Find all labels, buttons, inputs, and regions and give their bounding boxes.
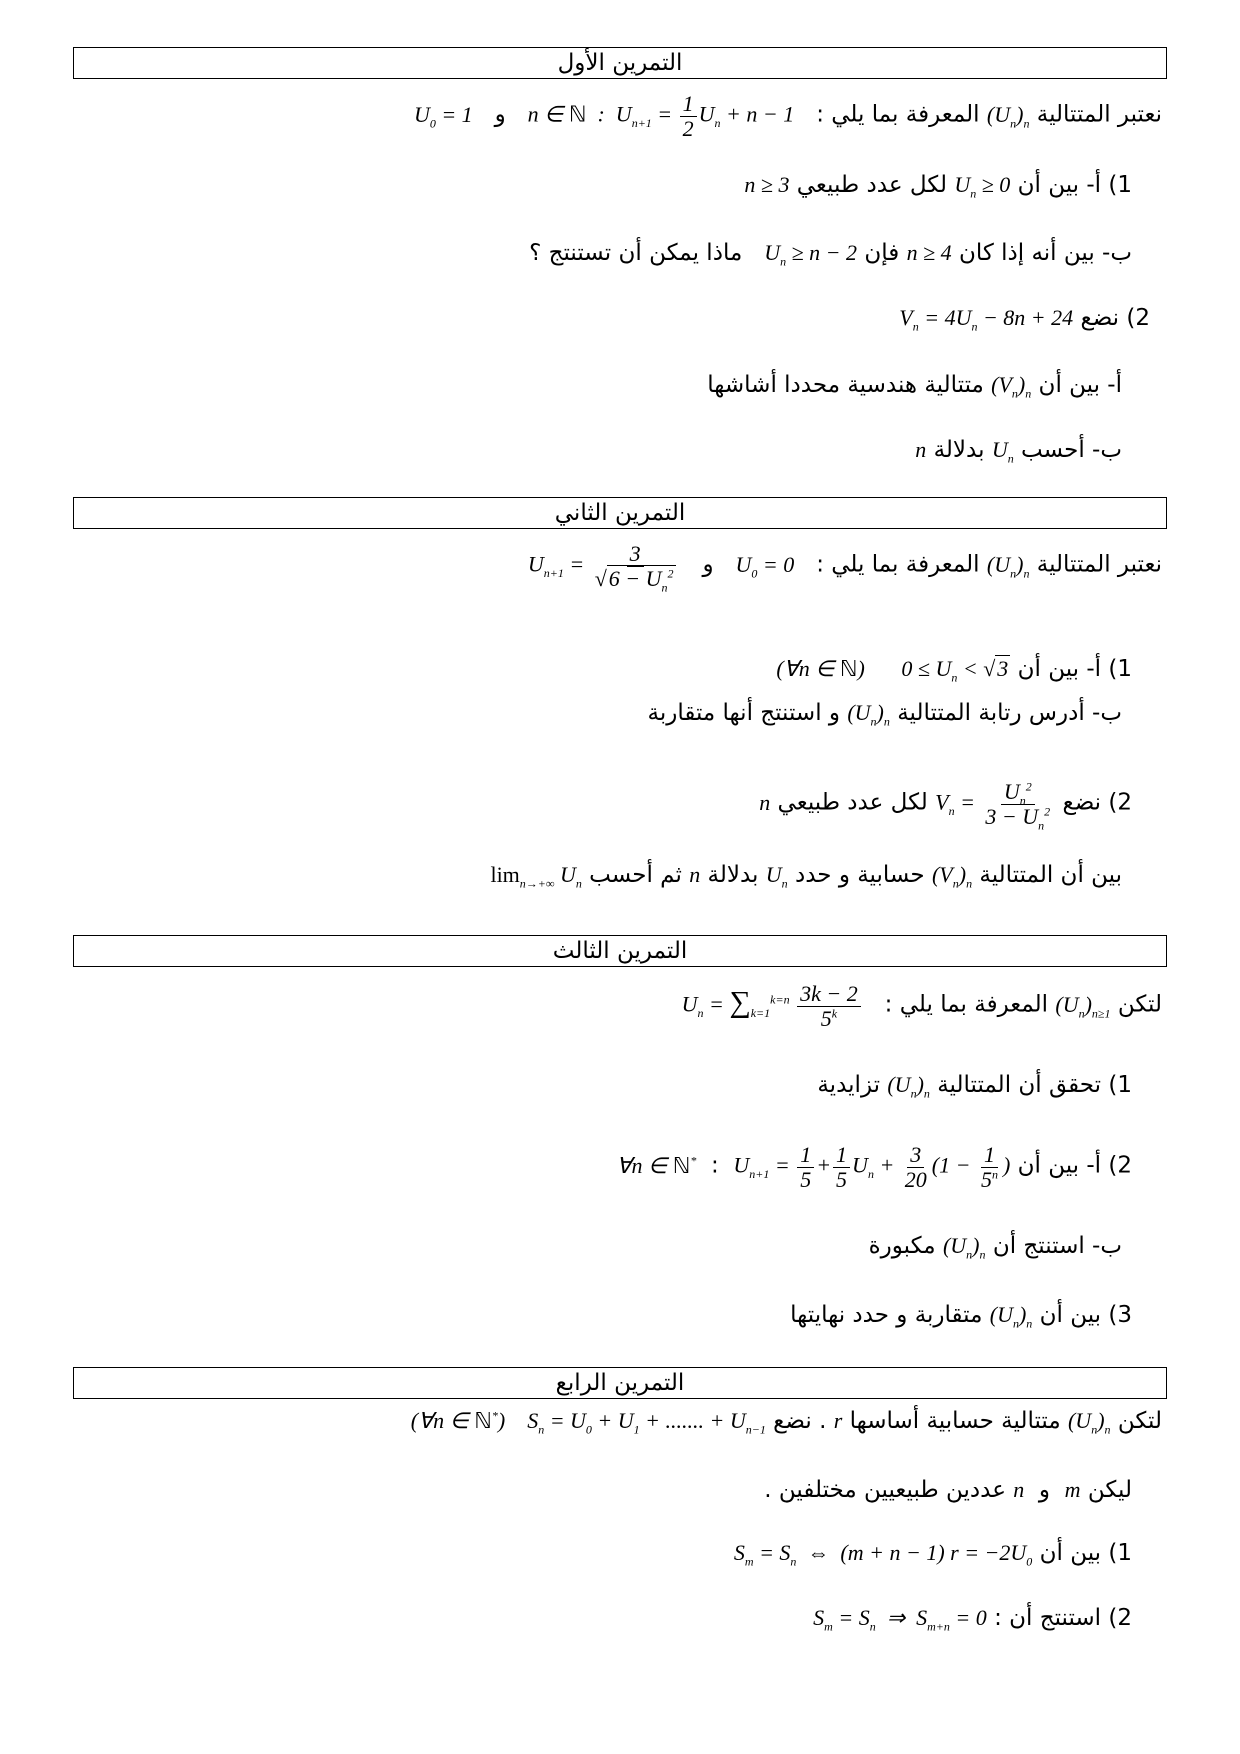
initial-term: $U_0 = 1$ — [413, 101, 473, 131]
exercise-2-title: التمرين الثاني — [73, 497, 1167, 529]
exercise-3-title: التمرين الثالث — [73, 935, 1167, 967]
sum-formula: $U_n = \sum_{k=1}^{k=n}$ $\frac{3k - 2}{5^k}$ — [682, 982, 863, 1031]
ex1-q2b: ب- أحسب $U_n$ بدلالة n — [915, 437, 1122, 466]
ex2-q2b: بين أن المتتالية $(V_n)_n$ حسابية و حدد $U_n$ بدلالة n ثم أحسب $\lim_{n\to+\infty} U_n$ — [490, 862, 1122, 891]
exercise-1-title: التمرين الأول — [73, 47, 1167, 79]
ex4-q1: 1) بين أن $S_m = S_n$ ⇔ (m + n − 1) $r = -2U_0$ — [733, 1540, 1132, 1569]
ex1-q1a: 1) أ- بين أن $U_n \ge 0$ لكل عدد طبيعي n ≥ 3 — [744, 172, 1132, 201]
ex4-q2: 2) استنتج أن : $S_m = S_n$ ⇒ $S_{m+n} = 0$ — [813, 1605, 1132, 1634]
ex2-q2: 2) نضع $V_n$ = $\frac{U_n^2}{3 - U_n^2}$ لكل عدد طبيعي n — [759, 779, 1132, 833]
ex3-intro: لتكن $(U_n)_{n\ge 1}$ المعرفة بما يلي : $U_n = \sum_{k=1}^{k=n}$ $\frac{3k - 2}{5^k}$ — [681, 981, 1162, 1032]
sequence-Un: $(U_n)_n$ — [986, 101, 1030, 131]
ex1-q1b: ب- بين أنه إذا كان n ≥ 4 فإن $U_n \ge n - 2$ ماذا يمكن أن تستنتج ؟ — [529, 240, 1132, 269]
recurrence-formula: n ∈ ℕ : $U_{n+1}$ = $\frac{1}{2}$ $U_n + n - 1$ — [527, 91, 795, 142]
ex3-q2b: ب- استنتج أن $(U_n)_n$ مكبورة — [868, 1233, 1122, 1262]
ex3-q2: 2) أ- بين أن $U_{n+1}$ = $\frac{1}{5}$ + $\frac{1}{5}$ $U_n$ + $\frac{3}{20}$ (1 − $\frac{1}{5^n}$ ) : ∀n ∈ ℕ* — [616, 1142, 1132, 1193]
recurrence-formula-2: $U_{n+1}$ = $\frac{3}{√6 - U_n^2}$ — [527, 541, 674, 595]
ex3-q3: 3) بين أن $(U_n)_n$ متقاربة و حدد نهايتها — [790, 1302, 1132, 1331]
ex4-intro: لتكن $(U_n)_n$ متتالية حسابية أساسها r . نضع $S_n = U_0 + U_1$ + ....... + $U_{n-1}$ (∀n ∈ ℕ*) — [410, 1408, 1162, 1437]
ex2-q1a: 1) أ- بين أن $0 \le U_n < √3$ (∀n ∈ ℕ) — [776, 656, 1132, 685]
ex3-q1: 1) تحقق أن المتتالية $(U_n)_n$ تزايدية — [817, 1072, 1132, 1101]
ex4-line2: ليكن m و n عددين طبيعيين مختلفين . — [764, 1477, 1132, 1503]
ex1-intro: نعتبر المتتالية $(U_n)_n$ المعرفة بما يلي : n ∈ ℕ : $U_{n+1}$ = $\frac{1}{2}$ $U_n + n - 1$ و $U_0 = 1$ — [413, 91, 1162, 142]
ex2-q1b: ب- أدرس رتابة المتتالية $(U_n)_n$ و استنتج أنها متقاربة — [647, 700, 1122, 729]
exercise-4-title: التمرين الرابع — [73, 1367, 1167, 1399]
ex1-intro-text: نعتبر المتتالية — [1036, 101, 1162, 128]
ex1-q2: 2) نضع $V_n = 4U_n - 8n + 24$ — [899, 305, 1150, 334]
ex2-intro: نعتبر المتتالية $(U_n)_n$ المعرفة بما يلي : $U_0 = 0$ و $U_{n+1}$ = $\frac{3}{√6 - U_n^2}$ — [527, 541, 1162, 595]
ex1-q2a: أ- بين أن $(V_n)_n$ متتالية هندسية محددا أشاشها — [707, 372, 1122, 401]
ex1-intro-text2: المعرفة بما يلي : — [816, 101, 980, 128]
